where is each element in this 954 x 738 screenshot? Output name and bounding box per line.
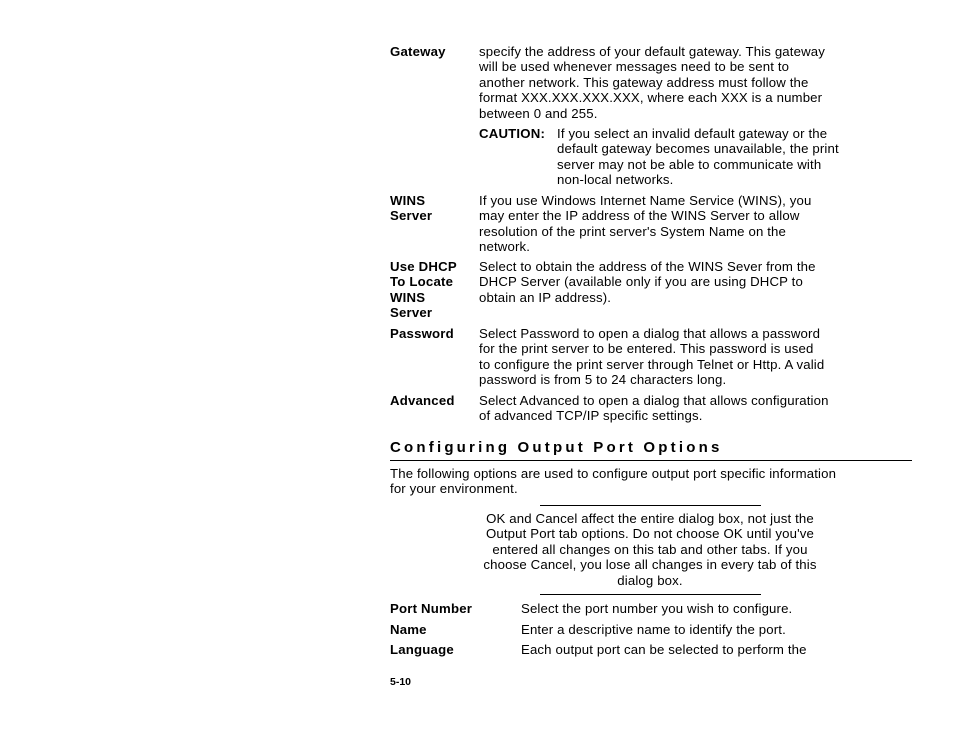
definition-desc-password: Select Password to open a dialog that allows a password for the print server to be entered. This password is used to configure the print server through Telnet or Http. A valid password is from 5 to 24 characters long. <box>479 326 825 388</box>
caution-text: If you select an invalid default gateway or the default gateway becomes unavailable, the print server may not be able to communicate with non-local networks. <box>557 126 839 188</box>
section-intro: The following options are used to configure output port specific information for your environment. <box>390 466 837 497</box>
port-option-desc-language: Each output port can be selected to perform the <box>521 642 807 657</box>
section-heading: Configuring Output Port Options <box>390 439 723 456</box>
definition-term-advanced: Advanced <box>390 393 455 408</box>
definition-desc-wins-server: If you use Windows Internet Name Service (WINS), you may enter the IP address of the WINS Server to allow resolution of the print server's System Name on the network. <box>479 193 812 255</box>
definition-desc-use-dhcp: Select to obtain the address of the WINS Sever from the DHCP Server (available only if you are using DHCP to obtain an IP address). <box>479 259 816 305</box>
definition-term-password: Password <box>390 326 454 341</box>
port-option-desc-port-number: Select the port number you wish to configure. <box>521 601 793 616</box>
port-option-term-port-number: Port Number <box>390 601 473 616</box>
port-option-desc-name: Enter a descriptive name to identify the port. <box>521 622 786 637</box>
page-number: 5-10 <box>390 676 412 688</box>
definition-term-gateway: Gateway <box>390 44 446 59</box>
caution-label: CAUTION: <box>479 126 546 141</box>
port-option-term-name: Name <box>390 622 427 637</box>
note-bottom-divider <box>540 594 761 595</box>
heading-divider <box>390 460 912 461</box>
definition-desc-gateway: specify the address of your default gateway. This gateway will be used whenever messages need to be sent to another network. This gateway address must follow the format XXX.XXX.XXX.XXX, where each XXX is a number between 0 and 255. <box>479 44 825 121</box>
port-option-term-language: Language <box>390 642 454 657</box>
definition-term-wins-server: WINS Server <box>390 193 433 224</box>
note-top-divider <box>540 505 761 506</box>
note-text: OK and Cancel affect the entire dialog box, not just the Output Port tab options. Do not choose OK until you've entered all changes on this tab and other tabs. If you choose Cancel, you lose all changes in every tab of this dialog box. <box>483 511 817 588</box>
definition-term-use-dhcp: Use DHCP To Locate WINS Server <box>390 259 457 321</box>
definition-desc-advanced: Select Advanced to open a dialog that allows configuration of advanced TCP/IP specific settings. <box>479 393 829 424</box>
